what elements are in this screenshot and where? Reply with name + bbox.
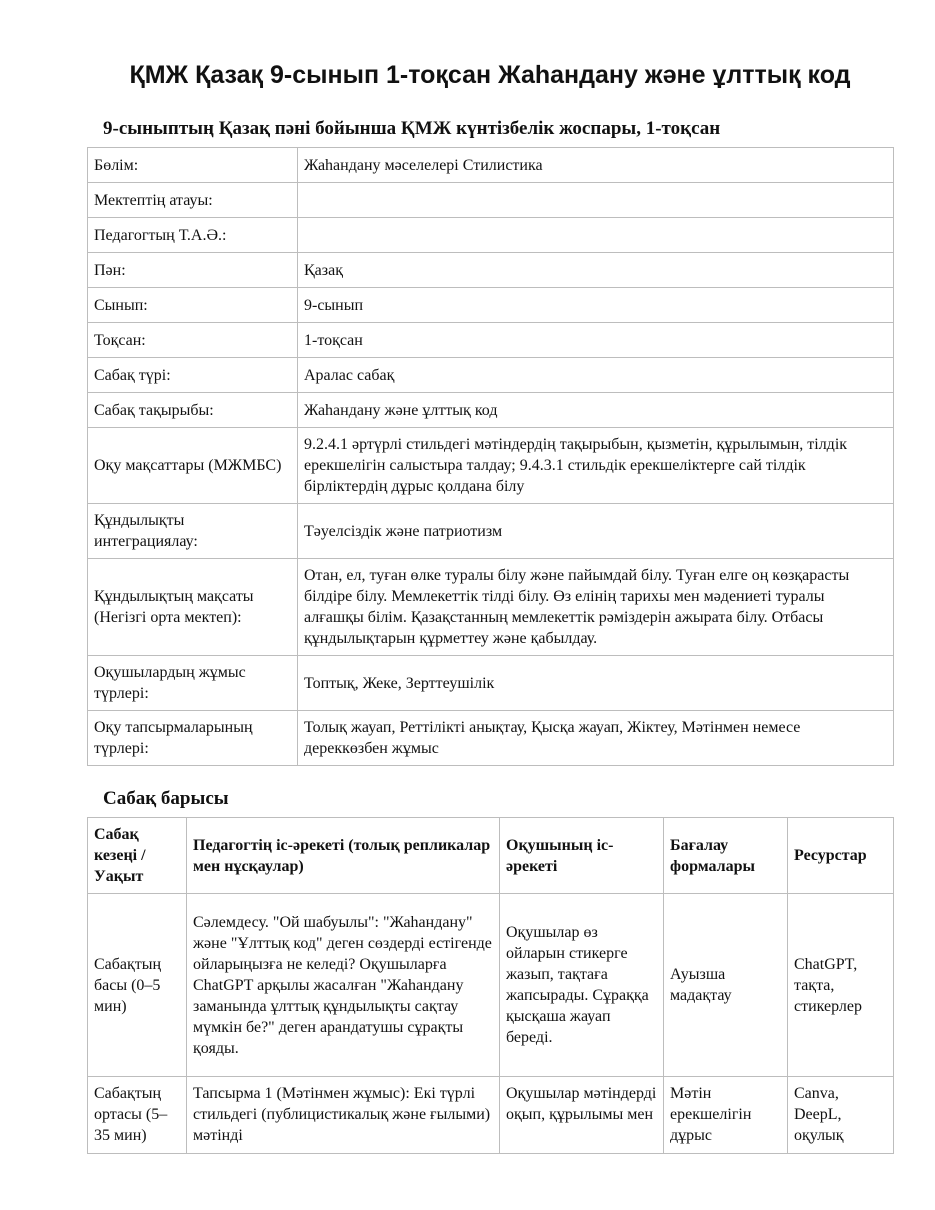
table-row: [88, 288, 894, 323]
column-header-resources: Ресурстар: [788, 818, 894, 894]
info-label: Құндылықты интеграциялау:: [88, 504, 298, 559]
info-value: Топтық, Жеке, Зерттеушілік: [298, 656, 894, 711]
table-row: [88, 393, 894, 428]
student-cell: Оқушылар мәтіндерді оқып, құрылымы мен: [500, 1077, 664, 1154]
table-row: [88, 711, 894, 766]
table-row: [88, 894, 894, 1077]
info-value: [298, 183, 894, 218]
table-row: [88, 559, 894, 656]
info-label: Бөлім:: [88, 148, 298, 183]
table-row: [88, 358, 894, 393]
info-label: Сабақ тақырыбы:: [88, 393, 298, 428]
plan-heading: 9-сыныптың Қазақ пәні бойынша ҚМЖ күнтізбелік жоспары, 1-тоқсан: [103, 118, 721, 139]
info-label: Оқу мақсаттары (МЖМБС): [88, 428, 298, 504]
info-label: Оқушылардың жұмыс түрлері:: [88, 656, 298, 711]
info-value: Отан, ел, туған өлке туралы білу және пайымдай білу. Туған елге оң көзқарасты білдіре білу. Мемлекеттік тілді білу. Өз елінің тарихы мен мәдениеті туралы алғашқы білім. Қазақстанның мемлекеттік рәміздерін ажырата білу. Отбасы құндылықтарын құрметтеу және қабылдау.: [298, 559, 894, 656]
info-label: Құндылықтың мақсаты (Негізгі орта мектеп):: [88, 559, 298, 656]
lesson-heading: Сабақ барысы: [103, 788, 229, 809]
table-header-row: [88, 818, 894, 894]
table-row: [88, 253, 894, 288]
info-value: Жаһандану және ұлттық код: [298, 393, 894, 428]
info-value: 9.2.4.1 әртүрлі стильдегі мәтіндердің тақырыбын, қызметін, құрылымын, тілдік ерекшелігін салыстыра талдау; 9.4.3.1 стильдік ерекшеліктерге сай тілдік бірліктердің дұрыс қолдана білу: [298, 428, 894, 504]
table-row: [88, 1077, 894, 1154]
lesson-table: [87, 817, 894, 1154]
info-value: 9-сынып: [298, 288, 894, 323]
info-value: Аралас сабақ: [298, 358, 894, 393]
column-header-student: Оқушының іс-әрекеті: [500, 818, 664, 894]
info-label: Пән:: [88, 253, 298, 288]
info-value: Қазақ: [298, 253, 894, 288]
document-title: ҚМЖ Қазақ 9-сынып 1-тоқсан Жаһандану және ұлттық код: [129, 61, 851, 89]
info-label: Сабақ түрі:: [88, 358, 298, 393]
table-row: [88, 218, 894, 253]
info-value: [298, 218, 894, 253]
assessment-cell: Мәтін ерекшелігін дұрыс: [664, 1077, 788, 1154]
student-cell: Оқушылар өз ойларын стикерге жазып, тақтаға жапсырады. Сұраққа қысқаша жауап береді.: [500, 894, 664, 1077]
info-value: Тәуелсіздік және патриотизм: [298, 504, 894, 559]
info-label: Оқу тапсырмаларының түрлері:: [88, 711, 298, 766]
table-row: [88, 183, 894, 218]
column-header-assessment: Бағалау формалары: [664, 818, 788, 894]
table-row: [88, 323, 894, 358]
info-value: 1-тоқсан: [298, 323, 894, 358]
plan-info-table: [87, 147, 894, 766]
stage-cell: Сабақтың ортасы (5–35 мин): [88, 1077, 187, 1154]
info-label: Сынып:: [88, 288, 298, 323]
assessment-cell: Ауызша мадақтау: [664, 894, 788, 1077]
info-label: Тоқсан:: [88, 323, 298, 358]
resources-cell: ChatGPT, тақта, стикерлер: [788, 894, 894, 1077]
column-header-stage: Сабақ кезеңі / Уақыт: [88, 818, 187, 894]
info-value: Толық жауап, Реттілікті анықтау, Қысқа жауап, Жіктеу, Мәтінмен немесе дереккөзбен жұмыс: [298, 711, 894, 766]
resources-cell: Canva, DeepL, оқулық: [788, 1077, 894, 1154]
info-label: Мектептің атауы:: [88, 183, 298, 218]
column-header-teacher: Педагогтің іс-әрекеті (толық репликалар мен нұсқаулар): [187, 818, 500, 894]
table-row: [88, 504, 894, 559]
teacher-cell: Сәлемдесу. "Ой шабуылы": "Жаһандану" және "Ұлттық код" деген сөздерді естігенде ойларыңызға не келеді? Оқушыларға ChatGPT арқылы жасалған "Жаһандану заманында ұлттық құндылықты сақтау мүмкін бе?" деген арандатушы сұрақты қояды.: [187, 894, 500, 1077]
table-row: [88, 428, 894, 504]
table-row: [88, 656, 894, 711]
teacher-cell: Тапсырма 1 (Мәтінмен жұмыс): Екі түрлі стильдегі (публицистикалық және ғылыми) мәтінді: [187, 1077, 500, 1154]
table-row: [88, 148, 894, 183]
info-value: Жаһандану мәселелері Стилистика: [298, 148, 894, 183]
info-label: Педагогтың Т.А.Ә.:: [88, 218, 298, 253]
stage-cell: Сабақтың басы (0–5 мин): [88, 894, 187, 1077]
